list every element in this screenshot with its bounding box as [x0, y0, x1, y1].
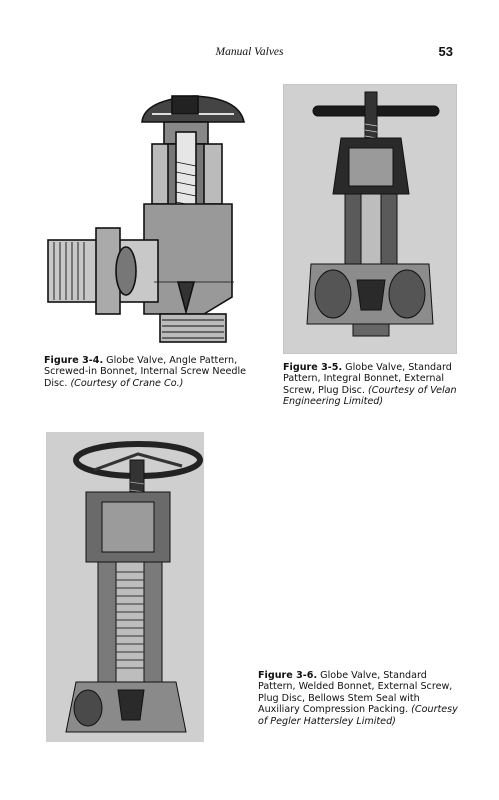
figure-3-5-label: Figure 3-5. [283, 362, 343, 373]
page-number: 53 [438, 44, 453, 59]
figure-3-5-description: Globe Valve, Standard Pattern, Integral Bonnet, External Screw, Plug Disc. [283, 362, 452, 396]
figure-3-4-description: Globe Valve, Angle Pattern, Screwed-in Bonnet, Internal Screw Needle Disc. [44, 355, 247, 389]
figure-3-6-label: Figure 3-6. [258, 670, 318, 681]
figure-3-6-courtesy: (Courtesy of Pegler Hattersley Limited) [258, 704, 458, 727]
running-title: Manual Valves [215, 46, 284, 58]
figure-3-6-bellows-seal-globe-valve-photo [46, 432, 204, 742]
figure-3-5-caption [283, 362, 463, 408]
figure-3-5-standard-globe-valve-photo [283, 84, 457, 354]
figure-3-4-caption [44, 355, 269, 389]
figure-3-4-angle-globe-valve-illustration [44, 92, 282, 344]
figure-3-5-courtesy: (Courtesy of Velan Engineering Limited) [283, 384, 457, 408]
figure-3-6-caption [258, 670, 458, 727]
figure-3-6-description: Globe Valve, Standard Pattern, Welded Bonnet, External Screw, Plug Disc, Bellows Stem Seal with Auxiliary Compression Packing. [258, 670, 453, 716]
figure-3-4-courtesy: (Courtesy of Crane Co.) [70, 377, 184, 389]
figure-3-4-label: Figure 3-4. [44, 355, 104, 366]
